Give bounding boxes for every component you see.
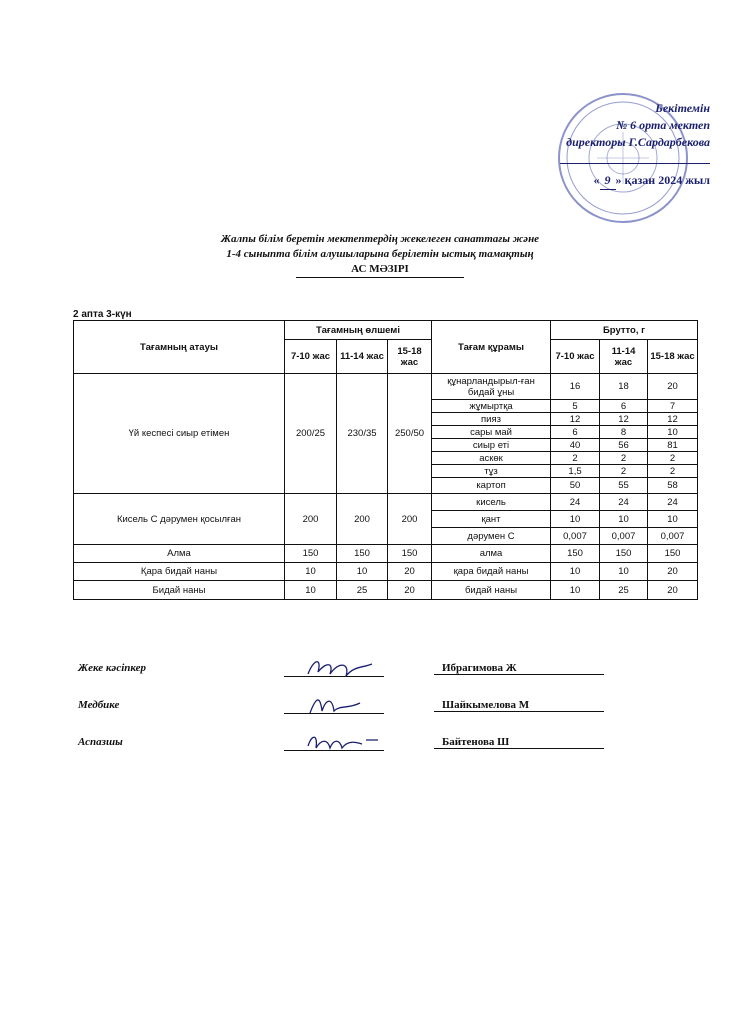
signature-name: Байтенова Ш: [434, 736, 604, 749]
ingredient-value: 6: [551, 426, 600, 439]
signature-role: Медбике: [78, 699, 120, 711]
signature-name: Ибрагимова Ж: [434, 662, 604, 675]
ingredient-value: 150: [648, 545, 698, 563]
table-row: [74, 374, 698, 400]
dish-portion: 230/35: [337, 374, 388, 494]
ingredient-value: 5: [551, 400, 600, 413]
approval-rule: [560, 151, 710, 164]
dish-name: Алма: [74, 545, 285, 563]
handwritten-signature-icon: [300, 728, 390, 756]
dish-portion: 25: [337, 581, 388, 600]
approval-school: № 6 орта мектеп: [616, 118, 710, 132]
approval-block: [540, 100, 710, 190]
ingredient-value: 40: [551, 439, 600, 452]
header-age-brutto: 11-14 жас: [600, 340, 648, 374]
ingredient-name: құнарландырыл-ған бидай ұны: [432, 374, 551, 400]
dish-portion: 20: [388, 581, 432, 600]
ingredient-value: 150: [551, 545, 600, 563]
ingredient-value: 12: [551, 413, 600, 426]
signature-row: [78, 736, 618, 773]
ingredient-value: 2: [648, 452, 698, 465]
ingredient-name: картоп: [432, 478, 551, 494]
ingredient-value: 56: [600, 439, 648, 452]
heading-line-1: Жалпы білім беретін мектептердің жекелеген санаттағы және: [220, 233, 540, 245]
header-ingredients: Тағам құрамы: [432, 321, 551, 374]
ingredient-name: сиыр еті: [432, 439, 551, 452]
approval-date: « 9 » қазан 2024 жыл: [540, 172, 710, 190]
signature-role: Аспазшы: [78, 736, 123, 748]
ingredient-name: қара бидай наны: [432, 563, 551, 581]
dish-name: Қара бидай наны: [74, 563, 285, 581]
approval-director: директоры Г.Сардарбекова: [566, 135, 710, 149]
header-age-portion: 15-18 жас: [388, 340, 432, 374]
dish-portion: 250/50: [388, 374, 432, 494]
ingredient-value: 50: [551, 478, 600, 494]
dish-portion: 10: [285, 581, 337, 600]
ingredient-value: 58: [648, 478, 698, 494]
ingredient-value: 25: [600, 581, 648, 600]
document-heading: [150, 232, 610, 278]
signatures-block: [78, 662, 618, 773]
table-row: [74, 581, 698, 600]
ingredient-value: 16: [551, 374, 600, 400]
ingredient-value: 7: [648, 400, 698, 413]
ingredient-value: 2: [600, 465, 648, 478]
heading-line-2: 1-4 сыныпта білім алушыларына берілетін ыстық тамақтың: [226, 248, 534, 260]
ingredient-value: 12: [648, 413, 698, 426]
ingredient-value: 20: [648, 563, 698, 581]
ingredient-value: 2: [648, 465, 698, 478]
ingredient-name: тұз: [432, 465, 551, 478]
dish-name: Кисель С дәрумен қосылған: [74, 494, 285, 545]
signature-line: [284, 713, 384, 714]
ingredient-value: 81: [648, 439, 698, 452]
ingredient-value: 20: [648, 374, 698, 400]
ingredient-name: дәрумен С: [432, 528, 551, 545]
dish-portion: 150: [285, 545, 337, 563]
header-age-brutto: 7-10 жас: [551, 340, 600, 374]
ingredient-value: 8: [600, 426, 648, 439]
ingredient-value: 0,007: [600, 528, 648, 545]
heading-title: АС МӘЗІРІ: [296, 262, 464, 278]
ingredient-value: 55: [600, 478, 648, 494]
dish-portion: 150: [337, 545, 388, 563]
ingredient-value: 10: [600, 563, 648, 581]
ingredient-value: 1,5: [551, 465, 600, 478]
ingredient-value: 6: [600, 400, 648, 413]
dish-name: Бидай наны: [74, 581, 285, 600]
header-age-portion: 11-14 жас: [337, 340, 388, 374]
ingredient-name: алма: [432, 545, 551, 563]
ingredient-value: 24: [600, 494, 648, 511]
dish-portion: 200: [388, 494, 432, 545]
dish-portion: 200: [337, 494, 388, 545]
approval-title: Бекітемін: [655, 101, 710, 115]
ingredient-name: пияз: [432, 413, 551, 426]
ingredient-value: 10: [648, 511, 698, 528]
table-row: [74, 494, 698, 511]
signature-role: Жеке кәсіпкер: [78, 662, 147, 674]
ingredient-value: 10: [600, 511, 648, 528]
dish-portion: 200/25: [285, 374, 337, 494]
dish-portion: 200: [285, 494, 337, 545]
ingredient-value: 18: [600, 374, 648, 400]
ingredient-value: 10: [551, 511, 600, 528]
signature-name: Шайкымелова М: [434, 699, 604, 712]
approval-day: 9: [600, 172, 616, 190]
handwritten-signature-icon: [300, 654, 390, 682]
dish-portion: 10: [285, 563, 337, 581]
ingredient-name: бидай наны: [432, 581, 551, 600]
table-row: [74, 545, 698, 563]
signature-line: [284, 750, 384, 751]
ingredient-value: 2: [551, 452, 600, 465]
header-brutto: Брутто, г: [551, 321, 698, 340]
ingredient-name: сары май: [432, 426, 551, 439]
ingredient-name: қант: [432, 511, 551, 528]
ingredient-value: 24: [551, 494, 600, 511]
ingredient-value: 2: [600, 452, 648, 465]
ingredient-value: 24: [648, 494, 698, 511]
dish-name: Үй кеспесі сиыр етімен: [74, 374, 285, 494]
ingredient-value: 12: [600, 413, 648, 426]
ingredient-value: 10: [551, 563, 600, 581]
header-dish-name: Тағамның атауы: [74, 321, 285, 374]
dish-portion: 20: [388, 563, 432, 581]
ingredient-value: 10: [551, 581, 600, 600]
week-day-label: 2 апта 3-күн: [73, 309, 132, 320]
approval-date-rest: қазан 2024 жыл: [624, 173, 710, 187]
ingredient-name: аскөк: [432, 452, 551, 465]
ingredient-name: жұмыртқа: [432, 400, 551, 413]
table-row: [74, 563, 698, 581]
ingredient-value: 10: [648, 426, 698, 439]
signature-line: [284, 676, 384, 677]
ingredient-value: 0,007: [648, 528, 698, 545]
handwritten-signature-icon: [300, 691, 390, 719]
ingredient-value: 150: [600, 545, 648, 563]
header-age-brutto: 15-18 жас: [648, 340, 698, 374]
ingredient-name: кисель: [432, 494, 551, 511]
header-portion: Тағамның өлшемі: [285, 321, 432, 340]
ingredient-value: 20: [648, 581, 698, 600]
menu-table: [73, 320, 698, 600]
dish-portion: 150: [388, 545, 432, 563]
header-age-portion: 7-10 жас: [285, 340, 337, 374]
ingredient-value: 0,007: [551, 528, 600, 545]
dish-portion: 10: [337, 563, 388, 581]
